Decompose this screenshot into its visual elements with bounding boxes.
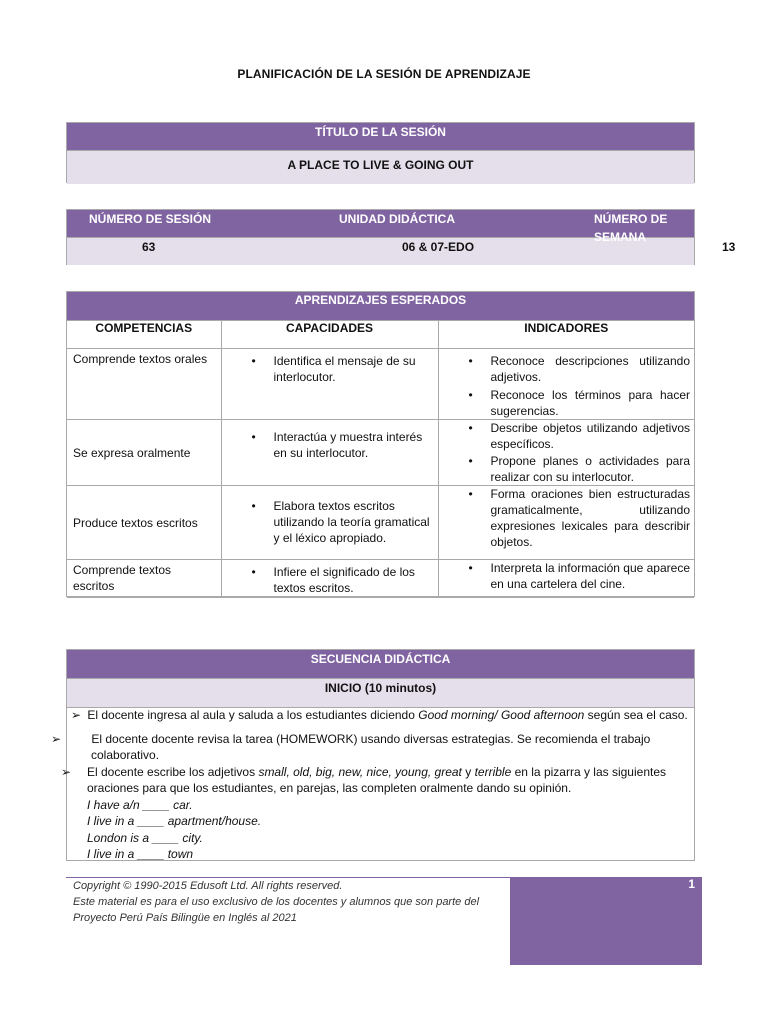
list-item: • Elabora textos escritos utilizando la teoría gramatical y el léxico apropiado. [222,498,438,546]
unit-header: UNIDAD DIDÁCTICA [339,212,455,226]
column-header: INDICADORES [438,321,694,349]
arrow-icon: ➢ [71,708,82,722]
copyright-notice: Copyright © 1990-2015 Edusoft Ltd. All rights reserved. Este material es para el uso exclusivo de los docentes y alumnos que son parte del Proyecto Perú País Bilingüe en Inglés al 2021 [66,877,517,926]
session-title-header: TÍTULO DE LA SESIÓN [67,123,694,150]
list-item: • Forma oraciones bien estructuradas gramaticalmente, utilizando expresiones lexicales para describir objetos. [439,486,695,550]
competencia-cell: Comprende textos orales [67,349,221,420]
list-item: • Reconoce los términos para hacer sugerencias. [439,387,695,419]
table-row [67,486,694,560]
session-info-table [66,209,736,265]
list-item: • Interactúa y muestra interés en su interlocutor. [222,429,438,461]
list-item: • Propone planes o actividades para realizar con su interlocutor. [439,453,695,485]
inicio-header: INICIO (10 minutos) [67,678,694,708]
list-item: • Describe objetos utilizando adjetivos específicos. [439,420,695,452]
competencia-cell: Comprende textos escritos [67,560,221,598]
session-number-value: 63 [142,240,156,254]
sentence: I live in a ____ apartment/house. [87,814,262,828]
sentence: London is a ____ city. [87,830,203,845]
competencia-cell: Se expresa oralmente [67,420,221,486]
didactic-sequence-header: SECUENCIA DIDÁCTICA [67,650,694,678]
list-item: • Reconoce descripciones utilizando adjetivos. [439,353,695,385]
session-title-value: A PLACE TO LIVE & GOING OUT [67,150,694,184]
competencia-cell: Produce textos escritos [67,486,221,560]
sequence-item-1: ➢ El docente ingresa al aula y saluda a los estudiantes diciendo Good morning/ Good afternoon según sea el caso. [71,708,688,722]
document-title: PLANIFICACIÓN DE LA SESIÓN DE APRENDIZAJE [237,67,531,81]
table-row [67,560,694,598]
column-header: CAPACIDADES [221,321,438,349]
sequence-item-3: ➢ El docente escribe los adjetivos small, old, big, new, nice, young, great y terrible en la pizarra y las siguientes oraciones para que los estudiantes, en parejas, las completen oralmente dando su opinión. [61,764,666,795]
table-row [67,420,694,486]
expected-learning-table [66,291,695,597]
sentence: I have a/n ____ car. [87,797,193,812]
arrow-icon: ➢ [51,731,62,746]
footer-accent-block [510,877,702,965]
session-number-header: NÚMERO DE SESIÓN [89,212,212,226]
week-number-value: 13 [722,240,736,254]
table-row [67,349,694,420]
page-number: 1 [688,877,695,891]
sequence-item-2: ➢ El docente docente revisa la tarea (HOMEWORK) usando diversas estrategias. Se recomienda el trabajo colaborativo. [51,731,651,762]
column-header: COMPETENCIAS [67,321,221,349]
list-item: • Identifica el mensaje de su interlocutor. [222,353,438,385]
arrow-icon: ➢ [61,764,72,779]
expected-learning-header: APRENDIZAJES ESPERADOS [67,292,694,321]
page-footer [66,877,702,965]
session-title-table [66,122,695,183]
week-number-header: NÚMERO DE SEMANA [594,212,668,244]
sentence: I live in a ____ town [87,847,194,861]
list-item: • Infiere el significado de los textos escritos. [222,564,438,596]
list-item: • Interpreta la información que aparece en una cartelera del cine. [439,560,695,592]
sequence-content [51,707,694,863]
didactic-sequence-table [51,649,695,861]
unit-value: 06 & 07-EDO [402,240,475,254]
